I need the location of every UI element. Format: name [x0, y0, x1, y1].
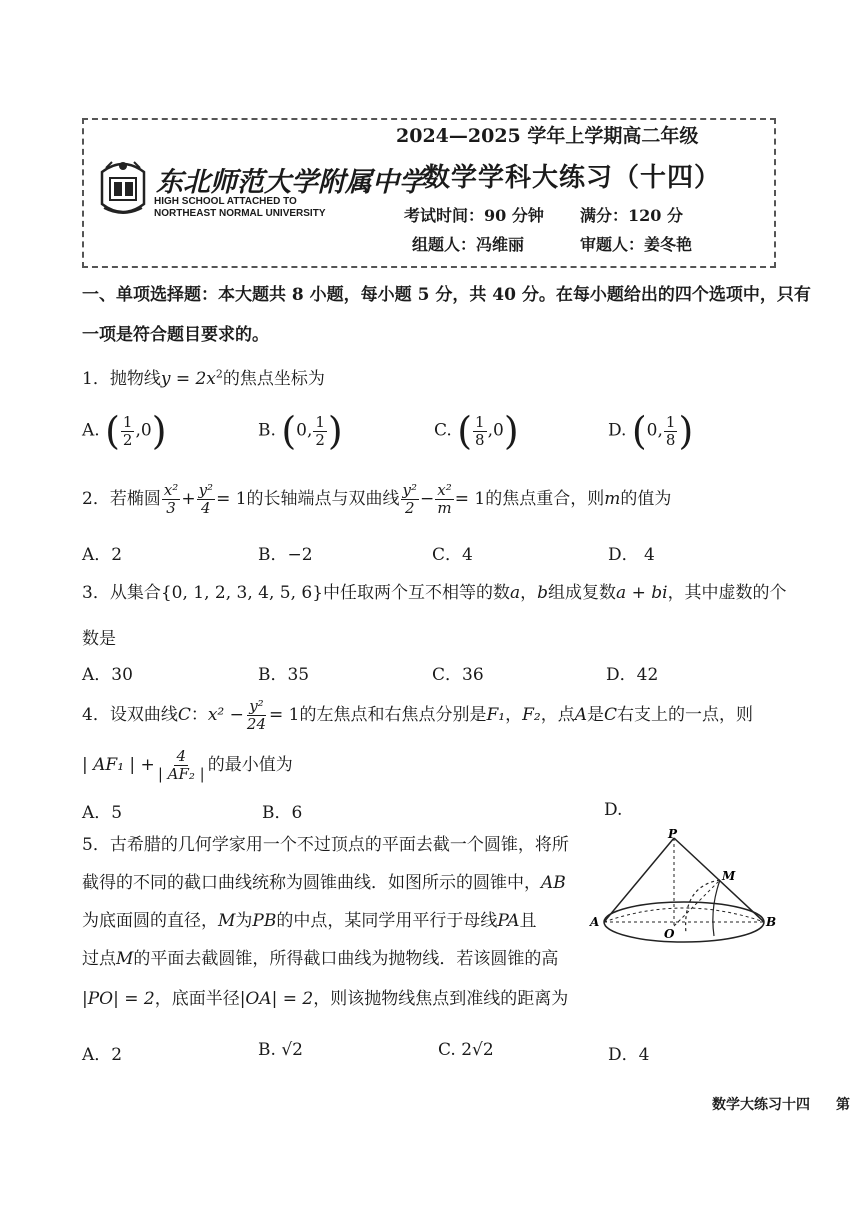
q2-number: 2． — [82, 489, 110, 509]
q5-b-value: √2 — [281, 1040, 303, 1060]
q5-c-label: C. — [438, 1040, 456, 1060]
q2-mid: 的长轴端点与双曲线 — [246, 489, 400, 509]
q2-e2-den: 4 — [201, 499, 211, 517]
question-5-line1: 5．古希腊的几何学家用一个不过顶点的平面去截一个圆锥，将所 — [82, 835, 569, 855]
q5-PB: PB — [252, 911, 277, 931]
q3-option-c: C．36 — [432, 665, 484, 685]
q4-A: A — [574, 705, 587, 725]
q3-option-d: D．42 — [606, 665, 659, 685]
cone-diagram — [586, 826, 776, 952]
q5-line4-pre: 过点 — [82, 949, 116, 969]
q1-pre: 抛物线 — [109, 369, 161, 389]
q4-eq-post: = 1 — [269, 705, 300, 725]
q1-a-num: 1 — [122, 412, 133, 431]
q1-c-label: C. — [434, 420, 452, 441]
label-P: P — [668, 827, 678, 841]
q5-line5-b: ，底面半径 — [154, 989, 240, 1009]
left-paren: ( — [105, 409, 120, 453]
question-5-line2 — [82, 868, 566, 893]
q2-ellipse-term1 — [162, 482, 180, 517]
q4-mid2: ，点 — [540, 705, 575, 725]
right-paren: ) — [327, 409, 343, 453]
label-B: B — [766, 915, 776, 929]
q5-option-c — [438, 1040, 494, 1060]
q1-b-label: B. — [258, 420, 276, 441]
q4-F2: F₂ — [522, 705, 541, 725]
question-1 — [82, 364, 325, 389]
q1-number: 1． — [82, 369, 110, 389]
q2-post: 的焦点重合，则 — [485, 489, 605, 509]
q3-option-b: B．35 — [258, 665, 310, 685]
q4-mid: 的左焦点和右焦点分别是 — [299, 705, 487, 725]
q5-line3-mid2: 的中点，某同学用平行于母线 — [276, 911, 498, 931]
q4-F1: F₁ — [486, 705, 506, 725]
q4-l2-num: 4 — [176, 747, 187, 765]
q4-sep: ， — [505, 705, 523, 725]
q2-h2-den: m — [437, 499, 452, 517]
q2-e1-num: x² — [163, 481, 179, 499]
q4-option-d: D. — [604, 800, 623, 820]
q5-line4-post: 的平面去截圆锥，所得截口曲线为抛物线．若该圆锥的高 — [133, 949, 559, 969]
q4-colon: ： — [190, 705, 208, 725]
q2-h2-num: x² — [437, 481, 452, 499]
q3-b: b — [537, 583, 549, 603]
q1-d-fraction — [664, 414, 678, 449]
q1-d-label: D. — [608, 420, 627, 441]
q3-a: a — [510, 583, 521, 603]
q4-mid3: 是 — [587, 705, 604, 725]
q4-post: 右支上的一点，则 — [617, 705, 754, 725]
q5-b-label: B. — [258, 1040, 276, 1060]
school-name-en — [154, 196, 326, 220]
q1-a-rest: ,0 — [135, 420, 152, 441]
q2-option-c: C．4 — [432, 545, 473, 565]
q1-b-pre: 0, — [296, 420, 313, 441]
q4-C2: C — [604, 705, 618, 725]
q2-hyperbola-term1 — [401, 482, 420, 517]
q4-C: C — [177, 705, 191, 725]
right-paren: ) — [678, 409, 694, 453]
minus-sign: − — [420, 489, 435, 509]
q5-M: M — [218, 911, 236, 931]
q1-a-den: 2 — [122, 430, 133, 449]
exam-time: 考试时间：90 分钟 — [404, 206, 544, 225]
q2-h1-num: y² — [402, 481, 418, 499]
q5-line3-post: 且 — [519, 911, 537, 931]
q4-fraction — [245, 698, 268, 733]
q2-eq2: = 1 — [454, 489, 486, 509]
q1-exponent: 2 — [215, 367, 223, 381]
q2-e1-den: 3 — [166, 499, 176, 517]
q2-eq1: = 1 — [216, 489, 247, 509]
q4-l2-den: | AF₂ | — [157, 765, 205, 783]
question-4-line2 — [82, 748, 293, 783]
q3-option-a: A．30 — [82, 665, 133, 685]
q5-option-a: A．2 — [82, 1045, 123, 1065]
label-M: M — [722, 869, 736, 883]
q5-AB: AB — [541, 873, 566, 893]
q5-M2: M — [116, 949, 134, 969]
q5-OA: |OA| = 2 — [239, 989, 314, 1009]
q5-option-d: D．4 — [608, 1045, 650, 1065]
school-name-cn: 东北师范大学附属中学 — [156, 167, 426, 198]
question-4-line1 — [82, 698, 753, 733]
label-O: O — [664, 927, 675, 941]
section-instruction-line1: 一、单项选择题：本大题共 8 小题，每小题 5 分，共 40 分。在每小题给出的四个选项中，只有 — [82, 285, 811, 305]
q1-equation: y = 2x — [160, 369, 216, 389]
q5-line3-pre: 为底面圆的直径， — [82, 911, 218, 931]
plus-sign: + — [181, 489, 196, 509]
footer-page: 第 — [836, 1097, 850, 1113]
q3-post: ，其中虚数的个 — [667, 583, 787, 603]
question-setter: 组题人：冯维丽 — [412, 235, 525, 254]
exam-title: 数学学科大练习（十四） — [424, 163, 722, 193]
q1-option-c — [434, 409, 519, 453]
q2-h1-den: 2 — [405, 499, 415, 517]
section-instruction-line2: 一项是符合题目要求的。 — [82, 325, 269, 345]
q1-d-pre: 0, — [646, 420, 663, 441]
question-2 — [82, 482, 671, 517]
question-5-line5 — [82, 984, 568, 1009]
q1-option-a — [82, 409, 167, 453]
q5-line3-mid: 为 — [235, 911, 253, 931]
q5-PO: |PO| = 2 — [82, 989, 155, 1009]
q3-pre: 3．从集合{0, 1, 2, 3, 4, 5, 6}中任取两个互不相等的数 — [82, 583, 511, 603]
q1-option-b — [258, 409, 343, 453]
q1-c-num: 1 — [475, 412, 485, 431]
parabola-front — [713, 880, 720, 936]
q4-line2-post: 的最小值为 — [207, 755, 293, 775]
q4-f-den: 24 — [246, 715, 266, 733]
left-paren: ( — [457, 409, 473, 453]
q2-option-a: A．2 — [82, 545, 123, 565]
q2-option-d: D． 4 — [608, 545, 655, 565]
left-paren: ( — [281, 409, 297, 453]
q2-option-b: B．−2 — [258, 545, 313, 565]
q3-comma: ， — [520, 583, 538, 603]
q1-d-den: 8 — [665, 430, 676, 449]
q2-post2: 的值为 — [620, 489, 672, 509]
q5-PA: PA — [497, 911, 520, 931]
footer-title: 数学大练习十四 — [712, 1097, 810, 1113]
question-reviewer: 审题人：姜冬艳 — [580, 235, 693, 254]
label-A: A — [590, 915, 600, 929]
q5-line2-pre: 截得的不同的截口曲线统称为圆锥曲线．如图所示的圆锥中， — [82, 873, 541, 893]
q1-b-fraction — [313, 414, 327, 449]
parabola-section — [686, 880, 720, 934]
q1-a-fraction — [121, 414, 135, 449]
q5-c-value: 2√2 — [461, 1040, 494, 1060]
q2-hyperbola-term2 — [435, 482, 453, 517]
exam-year: 2024—2025 学年上学期高二年级 — [396, 125, 699, 147]
q1-d-num: 1 — [665, 412, 676, 431]
q4-pre: 4．设双曲线 — [82, 705, 178, 725]
q4-f-num: y² — [249, 697, 264, 715]
q4-eq-pre: x² − — [207, 705, 244, 725]
q2-ellipse-term2 — [197, 482, 216, 517]
cone-base-back — [604, 908, 764, 922]
q1-b-num: 1 — [315, 412, 325, 431]
q1-a-label: A. — [82, 420, 100, 441]
question-5-line3 — [82, 906, 537, 931]
q4-option-a: A．5 — [82, 803, 123, 823]
q1-b-den: 2 — [315, 430, 325, 449]
q4-option-b: B．6 — [262, 803, 303, 823]
question-3-line2: 数是 — [82, 629, 116, 649]
q2-m: m — [604, 489, 621, 509]
full-score: 满分：120 分 — [580, 206, 683, 225]
school-name-en-line2: NORTHEAST NORMAL UNIVERSITY — [154, 208, 326, 219]
q1-post: 的焦点坐标为 — [222, 369, 325, 389]
q1-c-rest: ,0 — [487, 420, 504, 441]
q5-option-b — [258, 1040, 303, 1060]
q4-line2-pre: | AF₁ | + — [82, 755, 155, 775]
q5-line5-d: ，则该抛物线焦点到准线的距离为 — [313, 989, 569, 1009]
q3-complex: a + bi — [616, 583, 668, 603]
q1-option-d — [608, 409, 694, 453]
right-paren: ) — [503, 409, 519, 453]
left-paren: ( — [631, 409, 647, 453]
question-3-line1 — [82, 578, 787, 603]
q1-c-fraction — [473, 414, 487, 449]
question-5-line4 — [82, 944, 558, 969]
right-paren: ) — [151, 409, 167, 453]
q2-e2-num: y² — [198, 481, 214, 499]
school-name-en-line1: HIGH SCHOOL ATTACHED TO — [154, 196, 297, 207]
q2-pre: 若椭圆 — [109, 489, 161, 509]
q4-line2-fraction — [156, 748, 207, 783]
q1-c-den: 8 — [475, 430, 485, 449]
school-seal-icon — [96, 154, 150, 220]
q3-mid: 组成复数 — [548, 583, 617, 603]
